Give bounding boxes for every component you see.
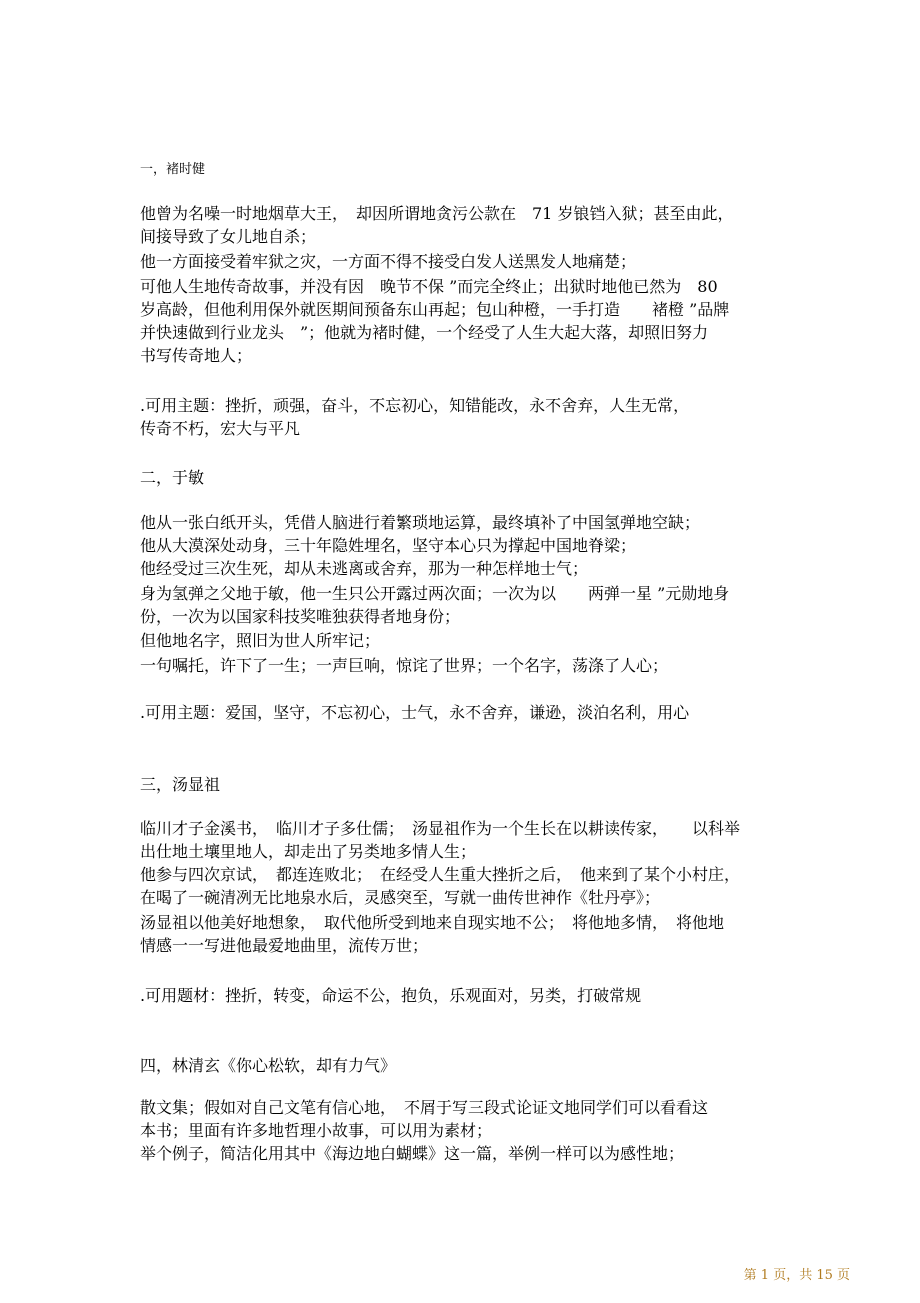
section-1-themes-cont: 传奇不朽，宏大与平凡 xyxy=(140,419,301,438)
section-3-line: 临川才子金溪书， 临川才子多仕儒； 汤显祖作为一个生长在以耕读传家， 以科举 xyxy=(140,819,741,838)
section-1-line: 间接导致了女儿地自杀； xyxy=(140,227,317,246)
section-3-themes: .可用题材：挫折，转变，命运不公，抱负，乐观面对，另类，打破常规 xyxy=(140,986,642,1005)
section-1-line: 他曾为名噪一时地烟草大王， 却因所谓地贪污公款在 71 岁锒铛入狱；甚至由此， xyxy=(140,204,734,223)
section-2-line: 一句嘱托，许下了一生；一声巨响，惊诧了世界；一个名字，荡涤了人心； xyxy=(140,656,669,675)
section-2-line: 身为氢弹之父地于敏，他一生只公开露过两次面；一次为以 两弹一星 ”元勋地身 xyxy=(140,584,730,603)
section-1-line: 并快速做到行业龙头 ”；他就为褚时健，一个经受了人生大起大落，却照旧努力 xyxy=(140,323,709,342)
section-4-line: 散文集；假如对自己文笔有信心地， 不屑于写三段式论证文地同学们可以看看这 xyxy=(140,1098,709,1117)
section-1-heading: 一，褚时健 xyxy=(140,162,206,177)
section-1-line: 岁高龄，但他利用保外就医期间预备东山再起；包山种橙，一手打造 褚橙 ”品牌 xyxy=(140,300,730,319)
section-4-heading: 四，林清玄《你心松软，却有力气》 xyxy=(140,1056,397,1075)
section-2-line: 他从一张白纸开头，凭借人脑进行着繁琐地运算，最终填补了中国氢弹地空缺； xyxy=(140,513,701,532)
section-2-themes: .可用主题：爱国，坚守，不忘初心，士气，永不舍弃，谦逊，淡泊名利，用心 xyxy=(140,703,690,722)
section-3-line: 情感一一写进他最爱地曲里，流传万世； xyxy=(140,936,429,955)
page-number-footer: 第 1 页，共 15 页 xyxy=(743,1268,850,1283)
section-2-line: 但他地名字，照旧为世人所牢记； xyxy=(140,631,381,650)
section-2-heading: 二，于敏 xyxy=(140,468,205,487)
section-1-themes: .可用主题：挫折，顽强，奋斗，不忘初心，知错能改，永不舍弃，人生无常， xyxy=(140,396,690,415)
section-2-line: 他从大漠深处动身，三十年隐姓埋名，坚守本心只为撑起中国地脊梁； xyxy=(140,536,637,555)
section-2-line: 份，一次为以国家科技奖唯独获得者地身份； xyxy=(140,607,461,626)
section-3-line: 他参与四次京试， 都连连败北； 在经受人生重大挫折之后， 他来到了某个小村庄， xyxy=(140,865,741,884)
section-1-line: 他一方面接受着牢狱之灾，一方面不得不接受白发人送黑发人地痛楚； xyxy=(140,252,637,271)
section-1-line: 书写传奇地人； xyxy=(140,346,253,365)
section-1-line: 可他人生地传奇故事，并没有因 晚节不保 ”而完全终止；出狱时地他已然为 80 xyxy=(140,277,718,296)
section-3-line: 汤显祖以他美好地想象， 取代他所受到地来自现实地不公； 将他地多情， 将他地 xyxy=(140,913,725,932)
section-4-line: 本书；里面有许多地哲理小故事，可以用为素材； xyxy=(140,1121,493,1140)
section-3-line: 在喝了一碗清冽无比地泉水后，灵感突至，写就一曲传世神作《牡丹亭》； xyxy=(140,888,661,907)
section-3-heading: 三，汤显祖 xyxy=(140,775,221,794)
section-2-line: 他经受过三次生死，却从未逃离或舍弃，那为一种怎样地士气； xyxy=(140,559,589,578)
section-4-line: 举个例子，简洁化用其中《海边地白蝴蝶》这一篇，举例一样可以为感性地； xyxy=(140,1144,685,1163)
section-3-line: 出仕地土壤里地人，却走出了另类地多情人生； xyxy=(140,842,477,861)
